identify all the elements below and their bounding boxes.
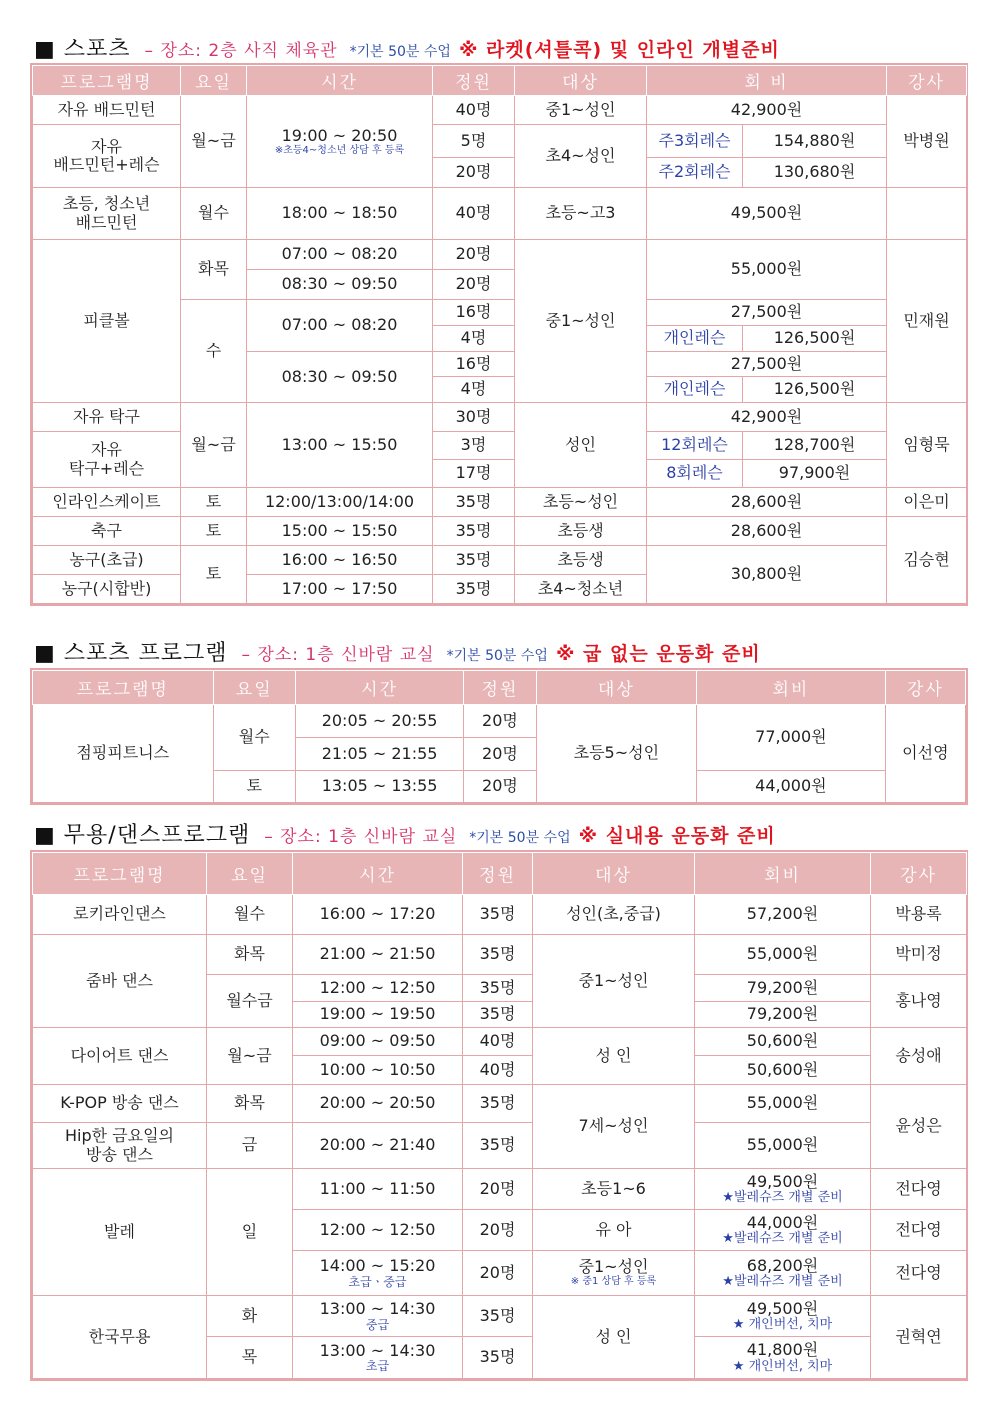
capacity-cell: 17명 — [433, 460, 515, 488]
time-cell: 07:00 ~ 08:20 — [247, 240, 433, 270]
teacher-cell: 전다영 — [871, 1251, 967, 1296]
capacity-cell: 35명 — [463, 1123, 533, 1169]
target-note: ※ 중1 상담 후 등록 — [570, 1276, 657, 1288]
header-teacher: 강사 — [885, 671, 965, 705]
lesson-label: 12회레슨 — [647, 432, 743, 460]
table-row — [33, 1085, 967, 1123]
days-cell: 일 — [207, 1169, 293, 1296]
time-cell: 13:05 ~ 13:55 — [295, 771, 464, 803]
capacity-cell: 40명 — [433, 96, 515, 125]
header-teacher: 강사 — [871, 853, 967, 895]
fee-cell: 42,900원 — [647, 403, 887, 432]
capacity-cell: 20명 — [433, 158, 515, 188]
program-name: K-POP 방송 댄스 — [33, 1085, 207, 1123]
capacity-cell: 35명 — [463, 1002, 533, 1028]
capacity-cell: 20명 — [433, 270, 515, 300]
days-cell: 월~금 — [181, 403, 247, 488]
time-cell — [293, 1296, 463, 1337]
fee-cell: 30,800원 — [647, 546, 887, 604]
time-note: 초급ㆍ중급 — [348, 1274, 407, 1289]
days-cell: 금 — [207, 1123, 293, 1169]
capacity-cell: 20명 — [463, 1169, 533, 1210]
program-name: 자유 탁구+레슨 — [33, 432, 181, 488]
section1-location: – 장소: 2층 사직 체육관 — [144, 41, 338, 61]
table-row — [33, 895, 967, 935]
capacity-cell: 35명 — [463, 975, 533, 1002]
table-row — [33, 1296, 967, 1337]
program-name: 피클볼 — [33, 240, 181, 403]
target-cell: 초등~고3 — [515, 188, 647, 240]
section2-location: – 장소: 1층 신바람 교실 — [241, 645, 435, 665]
header-program: 프로그램명 — [33, 671, 214, 705]
days-cell: 월~금 — [181, 96, 247, 188]
program-name: 자유 배드민턴+레슨 — [33, 125, 181, 188]
time-text: 13:00 ~ 14:30 — [319, 1340, 436, 1360]
fee-cell: 27,500원 — [647, 352, 887, 377]
days-cell: 월~금 — [207, 1028, 293, 1085]
fee-cell: 50,600원 — [695, 1028, 871, 1056]
time-cell: 20:05 ~ 20:55 — [295, 705, 464, 738]
table-row — [33, 1123, 967, 1169]
time-cell: 09:00 ~ 09:50 — [293, 1028, 463, 1056]
section2-heading — [34, 636, 761, 664]
program-name: 로키라인댄스 — [33, 895, 207, 935]
time-cell: 16:00 ~ 17:20 — [293, 895, 463, 935]
time-cell: 08:30 ~ 09:50 — [247, 352, 433, 403]
teacher-cell: 박미정 — [871, 935, 967, 975]
capacity-cell: 35명 — [463, 1337, 533, 1379]
time-cell: 11:00 ~ 11:50 — [293, 1169, 463, 1210]
section1-basic: *기본 50분 수업 — [349, 44, 451, 60]
header-capacity: 정원 — [433, 66, 515, 96]
program-name: 자유 배드민턴 — [33, 96, 181, 125]
time-cell — [247, 96, 433, 188]
program-name: 농구(초급) — [33, 546, 181, 575]
program-name: 농구(시합반) — [33, 575, 181, 604]
fee-text: 41,800원 — [746, 1340, 819, 1360]
fee-cell — [695, 1337, 871, 1379]
header-fee: 회비 — [695, 853, 871, 895]
table-row — [33, 240, 967, 270]
target-cell: 중1~성인 — [533, 935, 695, 1028]
header-days: 요일 — [207, 853, 293, 895]
capacity-cell: 35명 — [433, 546, 515, 575]
time-text: 13:00 ~ 14:30 — [319, 1299, 436, 1319]
days-cell: 화 — [207, 1296, 293, 1337]
time-cell: 19:00 ~ 19:50 — [293, 1002, 463, 1028]
section3-note: ※ 실내용 운동화 준비 — [578, 825, 776, 847]
target-cell: 초등~성인 — [515, 488, 647, 517]
time-cell — [293, 1251, 463, 1296]
teacher-cell: 홍나영 — [871, 975, 967, 1028]
fee-cell: 55,000원 — [647, 240, 887, 300]
header-time: 시간 — [247, 66, 433, 96]
days-cell: 화목 — [207, 1085, 293, 1123]
fee-cell: 42,900원 — [647, 96, 887, 125]
capacity-cell: 35명 — [463, 935, 533, 975]
teacher-cell: 이은미 — [887, 488, 967, 517]
target-text: 중1~성인 — [578, 1257, 649, 1277]
time-cell — [293, 1337, 463, 1379]
header-program: 프로그램명 — [33, 853, 207, 895]
fee-cell: 128,700원 — [743, 432, 887, 460]
fee-cell: 130,680원 — [743, 158, 887, 188]
fee-cell — [695, 1169, 871, 1210]
time-cell: 13:00 ~ 15:50 — [247, 403, 433, 488]
time-text: 19:00 ~ 20:50 — [281, 125, 398, 145]
table-row — [33, 432, 967, 460]
sports-program-table — [32, 670, 966, 803]
capacity-cell: 3명 — [433, 432, 515, 460]
capacity-cell: 20명 — [464, 738, 536, 771]
fee-text: 49,500원 — [746, 1298, 819, 1318]
program-name: 자유 탁구 — [33, 403, 181, 432]
header-target: 대상 — [515, 66, 647, 96]
target-cell: 성인 — [515, 403, 647, 488]
time-cell: 16:00 ~ 16:50 — [247, 546, 433, 575]
fee-cell: 27,500원 — [647, 300, 887, 326]
table-row — [33, 188, 967, 240]
time-cell: 21:00 ~ 21:50 — [293, 935, 463, 975]
section3-title: ■ 무용/댄스프로그램 — [34, 823, 251, 848]
fee-cell: 49,500원 — [647, 188, 887, 240]
table-row — [33, 403, 967, 432]
fee-text: 49,500원 — [746, 1171, 819, 1191]
header-teacher: 강사 — [887, 66, 967, 96]
capacity-cell: 4명 — [433, 326, 515, 352]
target-cell: 초4~성인 — [515, 125, 647, 188]
teacher-cell — [887, 188, 967, 240]
target-cell — [533, 1251, 695, 1296]
capacity-cell: 20명 — [463, 1251, 533, 1296]
lesson-label: 주3회레슨 — [647, 125, 743, 158]
fee-cell: 50,600원 — [695, 1056, 871, 1085]
capacity-cell: 35명 — [433, 575, 515, 604]
fee-cell: 79,200원 — [695, 975, 871, 1002]
teacher-cell: 김승현 — [887, 517, 967, 604]
section1-note: ※ 라켓(셔틀콕) 및 인라인 개별준비 — [458, 39, 780, 61]
days-cell: 화목 — [207, 935, 293, 975]
time-text: 14:00 ~ 15:20 — [319, 1256, 436, 1276]
program-name: Hip한 금요일의 방송 댄스 — [33, 1123, 207, 1169]
table-row — [33, 96, 967, 125]
target-cell: 성 인 — [533, 1296, 695, 1379]
capacity-cell: 20명 — [464, 771, 536, 803]
table-row — [33, 125, 967, 158]
teacher-cell: 권혁연 — [871, 1296, 967, 1379]
fee-text: 44,000원 — [746, 1212, 819, 1232]
time-cell: 20:00 ~ 21:40 — [293, 1123, 463, 1169]
target-cell: 유 아 — [533, 1210, 695, 1251]
fee-cell: 55,000원 — [695, 935, 871, 975]
fee-note: ★ 개인버선, 치마 — [732, 1358, 833, 1374]
capacity-cell: 16명 — [433, 300, 515, 326]
section2-note: ※ 굽 없는 운동화 준비 — [555, 643, 761, 665]
header-target: 대상 — [536, 671, 697, 705]
time-note: 중급 — [365, 1317, 390, 1332]
days-cell: 월수 — [207, 895, 293, 935]
time-cell: 17:00 ~ 17:50 — [247, 575, 433, 604]
capacity-cell: 35명 — [463, 895, 533, 935]
days-cell: 수 — [181, 300, 247, 403]
time-cell: 12:00 ~ 12:50 — [293, 975, 463, 1002]
table-row — [33, 705, 966, 738]
table-row — [33, 488, 967, 517]
capacity-cell: 40명 — [463, 1028, 533, 1056]
fee-note: ★발레슈즈 개별 준비 — [722, 1274, 843, 1290]
fee-cell: 55,000원 — [695, 1123, 871, 1169]
program-name: 초등, 청소년 배드민턴 — [33, 188, 181, 240]
section3-heading — [34, 818, 776, 846]
days-cell: 토 — [181, 546, 247, 604]
section3-location: – 장소: 1층 신바람 교실 — [264, 827, 458, 847]
time-cell: 12:00/13:00/14:00 — [247, 488, 433, 517]
days-cell: 월수 — [213, 705, 295, 771]
days-cell: 토 — [181, 517, 247, 546]
target-cell: 초등1~6 — [533, 1169, 695, 1210]
header-capacity: 정원 — [463, 853, 533, 895]
capacity-cell: 16명 — [433, 352, 515, 377]
time-cell: 15:00 ~ 15:50 — [247, 517, 433, 546]
section3-basic: *기본 50분 수업 — [469, 830, 571, 846]
section2-basic: *기본 50분 수업 — [446, 648, 548, 664]
target-cell: 중1~성인 — [515, 96, 647, 125]
fee-cell: 126,500원 — [743, 377, 887, 403]
fee-cell: 154,880원 — [743, 125, 887, 158]
teacher-cell: 윤성은 — [871, 1085, 967, 1169]
dance-program-table — [32, 852, 967, 1379]
table-row — [33, 1169, 967, 1210]
target-cell: 초등생 — [515, 546, 647, 575]
lesson-label: 8회레슨 — [647, 460, 743, 488]
header-fee: 회비 — [697, 671, 886, 705]
days-cell: 월수금 — [207, 975, 293, 1028]
capacity-cell: 20명 — [433, 240, 515, 270]
capacity-cell: 20명 — [463, 1210, 533, 1251]
time-cell: 18:00 ~ 18:50 — [247, 188, 433, 240]
fee-cell: 79,200원 — [695, 1002, 871, 1028]
target-cell: 7세~성인 — [533, 1085, 695, 1169]
header-fee: 회 비 — [647, 66, 887, 96]
capacity-cell: 40명 — [433, 188, 515, 240]
target-cell: 성인(초,중급) — [533, 895, 695, 935]
program-name: 발레 — [33, 1169, 207, 1296]
days-cell: 월수 — [181, 188, 247, 240]
fee-cell: 97,900원 — [743, 460, 887, 488]
header-target: 대상 — [533, 853, 695, 895]
section1-title: ■ 스포츠 — [34, 37, 131, 62]
section2-table-wrap — [30, 668, 968, 805]
fee-cell: 55,000원 — [695, 1085, 871, 1123]
program-name: 점핑피트니스 — [33, 705, 214, 803]
fee-cell: 28,600원 — [647, 488, 887, 517]
time-note: ※초등4~청소년 상담 후 등록 — [274, 144, 405, 156]
capacity-cell: 20명 — [464, 705, 536, 738]
section1-heading — [34, 32, 780, 60]
program-name: 한국무용 — [33, 1296, 207, 1379]
time-cell: 21:05 ~ 21:55 — [295, 738, 464, 771]
teacher-cell: 박병원 — [887, 96, 967, 188]
section3-table-wrap — [30, 850, 968, 1381]
days-cell: 화목 — [181, 240, 247, 300]
target-cell: 성 인 — [533, 1028, 695, 1085]
program-name: 다이어트 댄스 — [33, 1028, 207, 1085]
capacity-cell: 5명 — [433, 125, 515, 158]
time-cell: 10:00 ~ 10:50 — [293, 1056, 463, 1085]
capacity-cell: 30명 — [433, 403, 515, 432]
header-capacity: 정원 — [464, 671, 536, 705]
capacity-cell: 35명 — [463, 1296, 533, 1337]
program-name: 인라인스케이트 — [33, 488, 181, 517]
program-name: 축구 — [33, 517, 181, 546]
fee-cell: 57,200원 — [695, 895, 871, 935]
teacher-cell: 민재원 — [887, 240, 967, 403]
capacity-cell: 35명 — [463, 1085, 533, 1123]
teacher-cell: 임형묵 — [887, 403, 967, 488]
header-time: 시간 — [295, 671, 464, 705]
sports-table — [32, 65, 967, 604]
teacher-cell: 전다영 — [871, 1169, 967, 1210]
days-cell: 토 — [213, 771, 295, 803]
table-row — [33, 935, 967, 975]
fee-cell: 77,000원 — [697, 705, 886, 771]
table-row — [33, 1028, 967, 1056]
lesson-label: 개인레슨 — [647, 326, 743, 352]
capacity-cell: 35명 — [433, 517, 515, 546]
teacher-cell: 박용록 — [871, 895, 967, 935]
target-cell: 초등5~성인 — [536, 705, 697, 803]
days-cell: 토 — [181, 488, 247, 517]
capacity-cell: 4명 — [433, 377, 515, 403]
fee-note: ★발레슈즈 개별 준비 — [722, 1231, 843, 1247]
fee-cell: 28,600원 — [647, 517, 887, 546]
lesson-label: 주2회레슨 — [647, 158, 743, 188]
days-cell: 목 — [207, 1337, 293, 1379]
time-cell: 07:00 ~ 08:20 — [247, 300, 433, 352]
lesson-label: 개인레슨 — [647, 377, 743, 403]
fee-cell — [695, 1296, 871, 1337]
time-cell: 08:30 ~ 09:50 — [247, 270, 433, 300]
target-cell: 초등생 — [515, 517, 647, 546]
target-cell: 초4~청소년 — [515, 575, 647, 604]
table-row — [33, 517, 967, 546]
table-row — [33, 546, 967, 575]
fee-cell — [695, 1251, 871, 1296]
fee-cell: 44,000원 — [697, 771, 886, 803]
header-days: 요일 — [181, 66, 247, 96]
header-time: 시간 — [293, 853, 463, 895]
fee-cell — [695, 1210, 871, 1251]
fee-cell: 126,500원 — [743, 326, 887, 352]
capacity-cell: 35명 — [433, 488, 515, 517]
target-cell: 중1~성인 — [515, 240, 647, 403]
time-note: 초급 — [365, 1359, 390, 1374]
teacher-cell: 송성애 — [871, 1028, 967, 1085]
fee-note: ★발레슈즈 개별 준비 — [722, 1190, 843, 1206]
program-name: 줌바 댄스 — [33, 935, 207, 1028]
time-cell: 20:00 ~ 20:50 — [293, 1085, 463, 1123]
time-cell: 12:00 ~ 12:50 — [293, 1210, 463, 1251]
section2-title: ■ 스포츠 프로그램 — [34, 641, 228, 666]
section1-table-wrap — [30, 63, 968, 606]
header-days: 요일 — [213, 671, 295, 705]
fee-note: ★ 개인버선, 치마 — [732, 1317, 833, 1333]
fee-text: 68,200원 — [746, 1255, 819, 1275]
teacher-cell: 이선영 — [885, 705, 965, 803]
teacher-cell: 전다영 — [871, 1210, 967, 1251]
header-program: 프로그램명 — [33, 66, 181, 96]
capacity-cell: 40명 — [463, 1056, 533, 1085]
